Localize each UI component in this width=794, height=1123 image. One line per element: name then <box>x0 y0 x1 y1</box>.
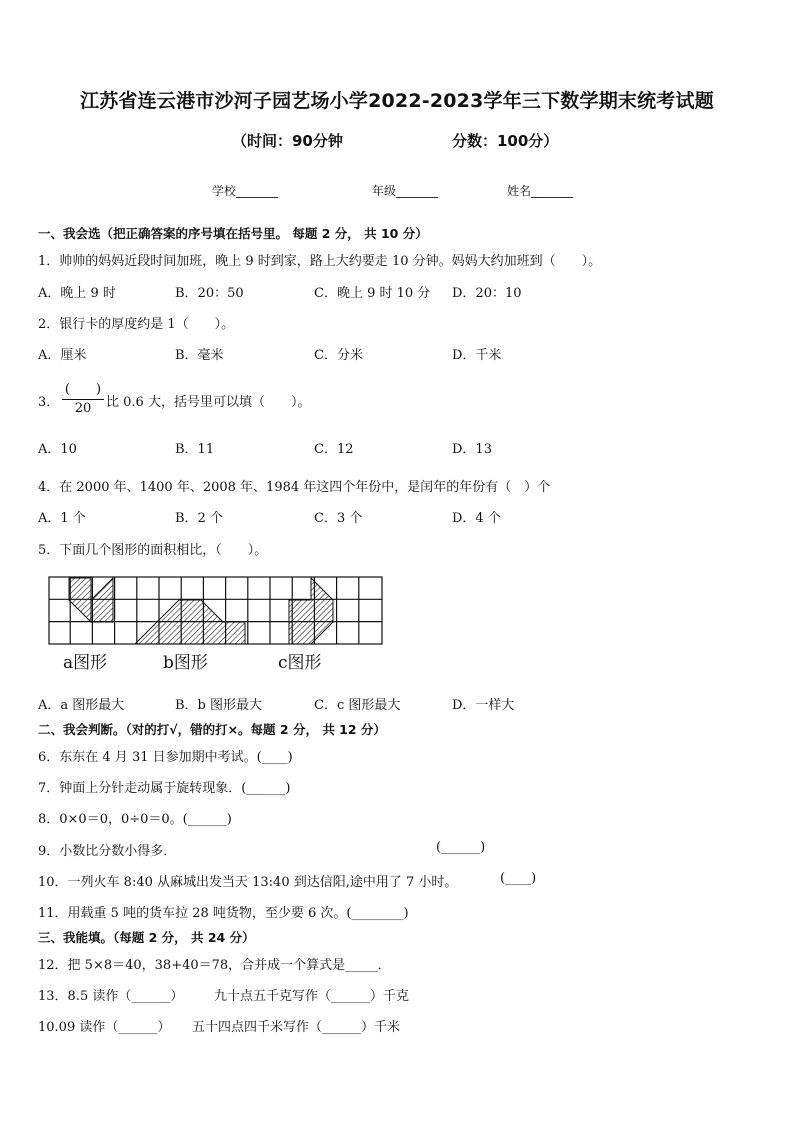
q3-numerator: ( ) <box>64 382 102 397</box>
shapes-grid-figure <box>48 576 384 650</box>
q3-option-b: B．11 <box>175 442 215 457</box>
q5-option-a: A．a 图形最大 <box>38 698 125 713</box>
q5-option-d: D．一样大 <box>452 698 515 713</box>
section1-heading: 一、我会选（把正确答案的序号填在括号里。 每题 2 分， 共 10 分） <box>38 226 428 241</box>
question-6: 6．东东在 4 月 31 日参加期中考试。(____) <box>38 750 293 765</box>
question-5: 5．下面几个图形的面积相比，（ ）。 <box>38 543 268 558</box>
q1-option-a: A．晚上 9 时 <box>38 286 116 301</box>
q2-option-d: D．千米 <box>452 348 502 363</box>
question-13a: 13．8.5 读作（______） <box>38 989 184 1004</box>
question-13d: 五十四点四千米写作（______）千米 <box>192 1020 401 1035</box>
q5-option-b: B．b 图形最大 <box>175 698 263 713</box>
q2-option-a: A．厘米 <box>38 348 87 363</box>
question-13b: 九十点五千克写作（______）千克 <box>214 989 410 1004</box>
q2-option-b: B．毫米 <box>175 348 224 363</box>
question-4: 4．在 2000 年、1400 年、2008 年、1984 年这四个年份中，是闰年的年份有（ ）个 <box>38 480 551 495</box>
q4-option-a: A．1 个 <box>38 511 86 526</box>
question-9: 9．小数比分数小得多． <box>38 844 177 859</box>
question-1: 1．帅帅的妈妈近段时间加班，晚上 9 时到家，路上大约要走 10 分钟。妈妈大约加班到（ ）。 <box>38 254 602 269</box>
question-3-prefix: 3． <box>38 395 60 410</box>
page-title: 江苏省连云港市沙河子园艺场小学2022-2023学年三下数学期末统考试题 <box>80 90 714 112</box>
shape-c <box>289 578 333 644</box>
question-13c: 10.09 读作（______） <box>38 1020 171 1035</box>
q4-option-b: B．2 个 <box>175 511 223 526</box>
question-11: 11．用载重 5 吨的货车拉 28 吨货物，至少要 6 次。(________) <box>38 906 409 921</box>
q4-option-c: C．3 个 <box>314 511 363 526</box>
question-10: 10．一列火车 8:40 从麻城出发当天 13:40 到达信阳,途中用了 7 小时。 <box>38 875 458 890</box>
q3-option-d: D．13 <box>452 442 492 457</box>
q1-option-d: D．20：10 <box>452 286 522 301</box>
section3-heading: 三、我能填。（每题 2 分， 共 24 分） <box>38 930 255 945</box>
grade-field: 年级_______ <box>372 184 439 198</box>
question-8: 8．0×0＝0，0÷0＝0。(______) <box>38 812 232 827</box>
shape-a-right <box>91 578 113 622</box>
school-field: 学校_______ <box>212 184 279 198</box>
q3-fraction <box>62 378 104 416</box>
q1-option-b: B．20：50 <box>175 286 244 301</box>
question-2: 2．银行卡的厚度约是 1（ ）。 <box>38 317 235 332</box>
q3-option-a: A．10 <box>38 442 77 457</box>
section2-heading: 二、我会判断。（对的打√，错的打×。每题 2 分， 共 12 分） <box>38 722 386 737</box>
exam-time: （时间：90分钟 <box>232 132 343 150</box>
q1-option-c: C．晚上 9 时 10 分 <box>314 286 431 301</box>
question-3: 比 0.6 大，括号里可以填（ ）。 <box>106 395 311 410</box>
figure-c-label: c图形 <box>278 653 322 673</box>
exam-score: 分数：100分） <box>452 132 559 150</box>
q5-option-c: C．c 图形最大 <box>314 698 401 713</box>
q10-answer-blank: (____) <box>500 871 537 886</box>
question-7: 7．钟面上分针走动属于旋转现象．(______) <box>38 781 291 796</box>
q3-denominator: 20 <box>74 401 92 416</box>
grid-figure-svg <box>48 576 384 646</box>
question-12: 12．把 5×8＝40，38+40＝78，合并成一个算式是_____． <box>38 958 391 973</box>
shape-a-left <box>69 578 91 622</box>
name-field: 姓名_______ <box>507 184 574 198</box>
q4-option-d: D．4 个 <box>452 511 501 526</box>
fraction-bar <box>62 399 104 400</box>
figure-b-label: b图形 <box>163 653 208 673</box>
q9-answer-blank: (______) <box>436 840 486 855</box>
q3-option-c: C．12 <box>314 442 354 457</box>
q2-option-c: C．分米 <box>314 348 363 363</box>
figure-a-label: a图形 <box>63 653 108 673</box>
